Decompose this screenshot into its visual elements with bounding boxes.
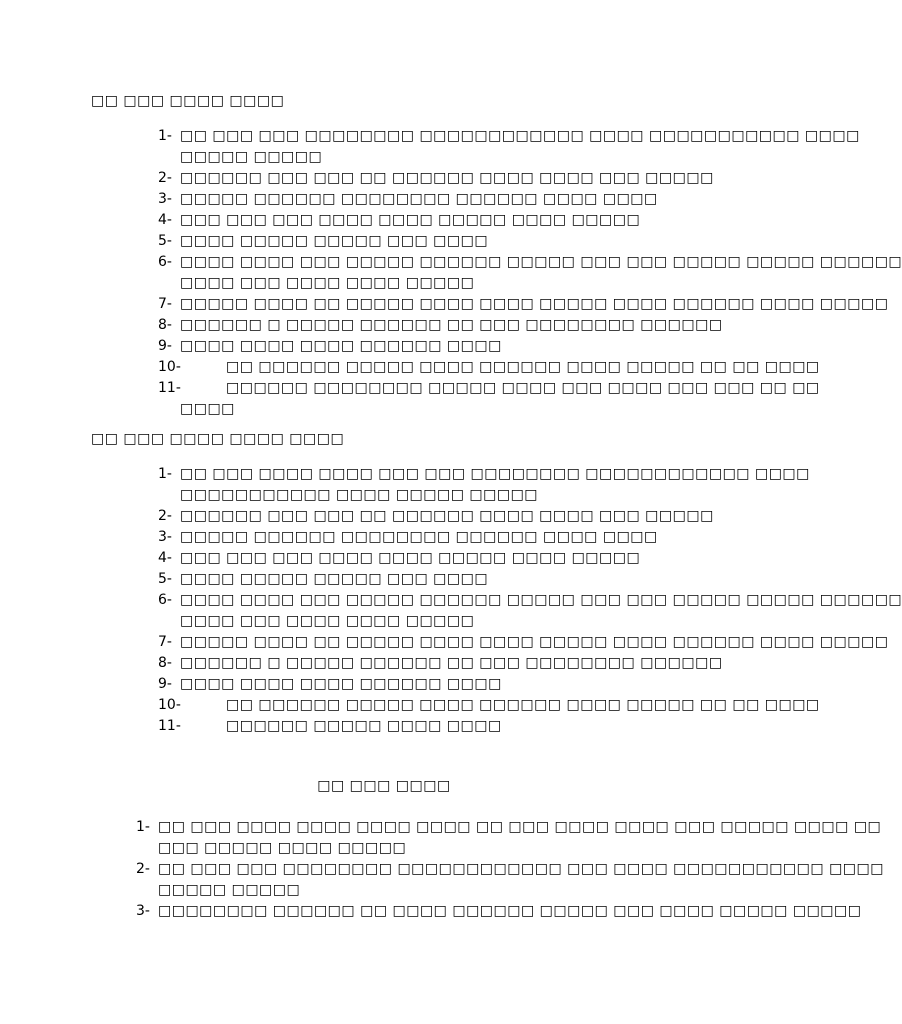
- list-item-number: 5-: [158, 233, 172, 249]
- list-item-text: □□□ □□□ □□□ □□□□ □□□□ □□□□□ □□□□ □□□□□: [180, 212, 641, 228]
- list-item-text: □□ □□□□□□ □□□□□ □□□□ □□□□□□ □□□□ □□□□□ □□ □□ □□□□: [226, 359, 820, 375]
- list-item-number: 5-: [158, 571, 172, 587]
- list-item-text: □□ □□□ □□□ □□□□□□□□ □□□□□□□□□□□□ □□□□ □□□□□□□□□□□ □□□□: [180, 128, 860, 144]
- list-item-number: 4-: [158, 550, 172, 566]
- list-item: [158, 378, 820, 420]
- list-item-number: 6-: [158, 254, 172, 270]
- list-item-number: 10-: [158, 697, 181, 713]
- list-item-text: □□□□□□ □ □□□□□ □□□□□□ □□ □□□ □□□□□□□□ □□□□□□: [180, 317, 723, 333]
- list-item-number: 10-: [158, 359, 181, 375]
- list-item-text: □□□□ □□□□ □□□ □□□□□ □□□□□□ □□□□□ □□□ □□□ □□□□□ □□□□□ □□□□□□: [180, 254, 902, 270]
- list-item-number: 8-: [158, 317, 172, 333]
- list-item: [158, 168, 738, 189]
- list-item-text: □□ □□□ □□□□ □□□□ □□□□ □□□□ □□ □□□ □□□□ □□□□ □□□ □□□□□ □□□□ □□: [158, 819, 882, 835]
- list-item-number: 9-: [158, 338, 172, 354]
- section-1-list: [158, 126, 902, 420]
- section-3-heading: □□ □□□ □□□□: [317, 778, 451, 794]
- list-item-text: □□□ □□□ □□□ □□□□ □□□□ □□□□□ □□□□ □□□□□: [180, 550, 641, 566]
- list-item-text: □□□□ □□□□ □□□□ □□□□□□ □□□□: [180, 338, 502, 354]
- list-item-text-continued: □□□□: [180, 401, 235, 417]
- list-item: [158, 210, 738, 231]
- section-3-list: [136, 817, 884, 922]
- list-item-number: 1-: [136, 819, 150, 835]
- list-item: [136, 859, 884, 901]
- list-item-number: 8-: [158, 655, 172, 671]
- list-item: [158, 632, 889, 653]
- section-1-heading: □□ □□□ □□□□ □□□□: [91, 93, 285, 109]
- list-item-text: □□□□□□ □ □□□□□ □□□□□□ □□ □□□ □□□□□□□□ □□□□□□: [180, 655, 723, 671]
- list-item: [158, 315, 738, 336]
- list-item: [158, 527, 738, 548]
- list-item: [158, 695, 820, 716]
- list-item: [158, 506, 738, 527]
- list-item-text: □□□□ □□□□□ □□□□□ □□□ □□□□: [180, 571, 489, 587]
- list-item-text: □□□□□ □□□□ □□ □□□□□ □□□□ □□□□ □□□□□ □□□□ □□□□□□ □□□□ □□□□□: [180, 296, 889, 312]
- list-item-text: □□□□□□ □□□ □□□ □□ □□□□□□ □□□□ □□□□ □□□ □□□□□: [180, 508, 714, 524]
- list-item-text: □□□□□ □□□□ □□ □□□□□ □□□□ □□□□ □□□□□ □□□□ □□□□□□ □□□□ □□□□□: [180, 634, 889, 650]
- list-item-text-continued: □□□□□ □□□□□: [180, 149, 323, 165]
- list-item-text: □□□□ □□□□ □□□ □□□□□ □□□□□□ □□□□□ □□□ □□□ □□□□□ □□□□□ □□□□□□: [180, 592, 902, 608]
- list-item: [158, 189, 738, 210]
- list-item-number: 11-: [158, 718, 181, 734]
- list-item: [136, 817, 882, 859]
- list-item: [158, 464, 810, 506]
- list-item: [136, 901, 862, 922]
- list-item-text-continued: □□□ □□□□□ □□□□ □□□□□: [158, 840, 407, 856]
- list-item-number: 9-: [158, 676, 172, 692]
- list-item-text: □□□□□ □□□□□□ □□□□□□□□ □□□□□□ □□□□ □□□□: [180, 191, 658, 207]
- list-item: [158, 252, 902, 294]
- list-item-number: 1-: [158, 128, 172, 144]
- list-item-text: □□□□□□ □□□□□□□□ □□□□□ □□□□ □□□ □□□□ □□□ □□□ □□ □□: [226, 380, 820, 396]
- list-item: [158, 126, 860, 168]
- list-item-number: 2-: [136, 861, 150, 877]
- list-item: [158, 716, 738, 737]
- list-item: [158, 548, 738, 569]
- list-item-number: 7-: [158, 634, 172, 650]
- list-item-text: □□□□□□□□ □□□□□□ □□ □□□□ □□□□□□ □□□□□ □□□ □□□□ □□□□□ □□□□□: [158, 903, 862, 919]
- list-item-text-continued: □□□□□ □□□□□: [158, 882, 301, 898]
- list-item-number: 2-: [158, 170, 172, 186]
- list-item-text: □□□□□□ □□□□□ □□□□ □□□□: [226, 718, 502, 734]
- list-item-text: □□□□□ □□□□□□ □□□□□□□□ □□□□□□ □□□□ □□□□: [180, 529, 658, 545]
- list-item: [158, 357, 820, 378]
- list-item: [158, 231, 738, 252]
- list-item-number: 3-: [158, 191, 172, 207]
- list-item-text: □□□□ □□□□ □□□□ □□□□□□ □□□□: [180, 676, 502, 692]
- section-2-list: [158, 464, 902, 737]
- list-item-text-continued: □□□□ □□□ □□□□ □□□□ □□□□□: [180, 613, 475, 629]
- list-item: [158, 653, 738, 674]
- section-2-heading: □□ □□□ □□□□ □□□□ □□□□: [91, 431, 345, 447]
- list-item: [158, 569, 738, 590]
- list-item-text: □□ □□□ □□□□ □□□□ □□□ □□□ □□□□□□□□ □□□□□□□□□□□□ □□□□: [180, 466, 810, 482]
- list-item-number: 2-: [158, 508, 172, 524]
- list-item: [158, 294, 889, 315]
- list-item-number: 3-: [136, 903, 150, 919]
- list-item-text-continued: □□□□□□□□□□□ □□□□ □□□□□ □□□□□: [180, 487, 539, 503]
- list-item-text: □□ □□□□□□ □□□□□ □□□□ □□□□□□ □□□□ □□□□□ □□ □□ □□□□: [226, 697, 820, 713]
- list-item-number: 11-: [158, 380, 181, 396]
- list-item-number: 6-: [158, 592, 172, 608]
- list-item: [158, 590, 902, 632]
- list-item-number: 1-: [158, 466, 172, 482]
- list-item-number: 4-: [158, 212, 172, 228]
- list-item-number: 7-: [158, 296, 172, 312]
- list-item-text: □□□□□□ □□□ □□□ □□ □□□□□□ □□□□ □□□□ □□□ □□□□□: [180, 170, 714, 186]
- list-item: [158, 336, 738, 357]
- list-item-text: □□□□ □□□□□ □□□□□ □□□ □□□□: [180, 233, 489, 249]
- list-item-number: 3-: [158, 529, 172, 545]
- list-item-text: □□ □□□ □□□ □□□□□□□□ □□□□□□□□□□□□ □□□ □□□□ □□□□□□□□□□□ □□□□: [158, 861, 884, 877]
- list-item-text-continued: □□□□ □□□ □□□□ □□□□ □□□□□: [180, 275, 475, 291]
- list-item: [158, 674, 738, 695]
